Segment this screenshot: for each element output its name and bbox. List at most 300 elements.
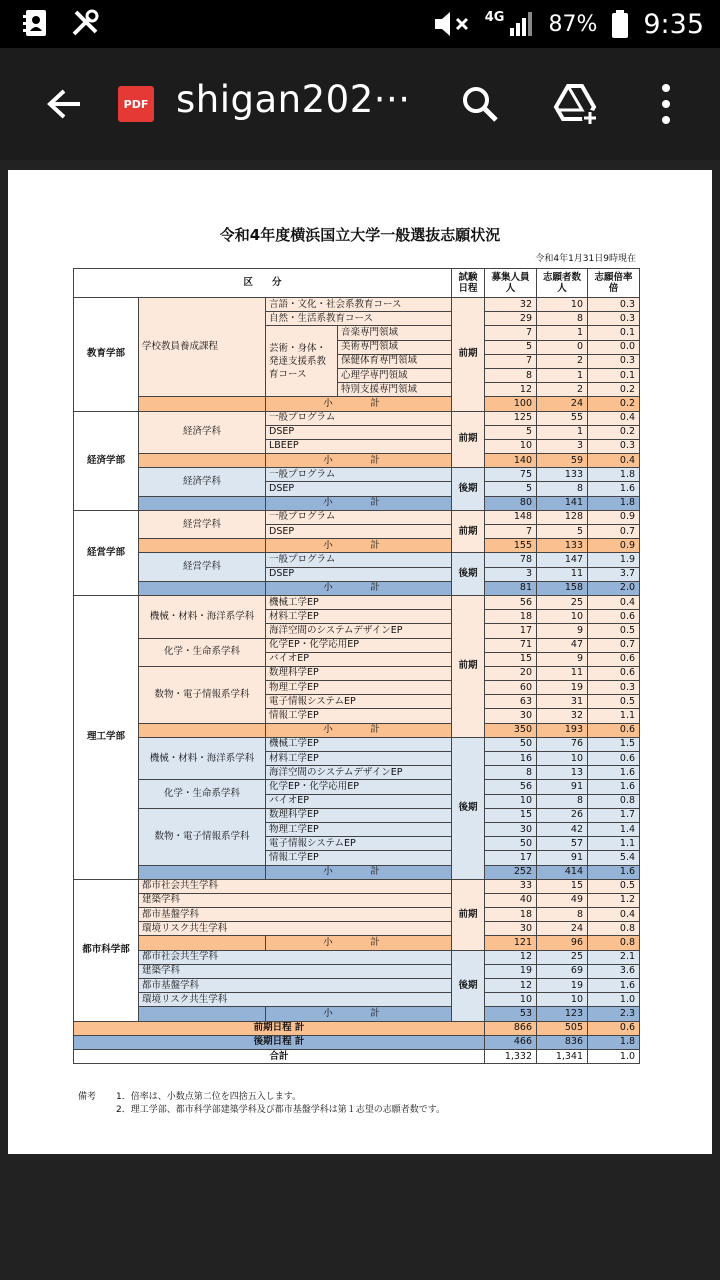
blank-cell <box>139 539 266 553</box>
subtotal-row <box>74 936 640 950</box>
header-kubun: 区 分 <box>74 269 452 298</box>
value-shigan: 3 <box>537 439 588 453</box>
value-bairitsu: 1.6 <box>588 780 640 794</box>
program-cell: DSEP <box>266 482 452 496</box>
faculty-cell: 都市科学部 <box>74 879 139 1021</box>
blank-cell <box>139 496 266 510</box>
clock: 9:35 <box>643 8 704 40</box>
program-cell: 都市基盤学科 <box>139 979 452 993</box>
value-shigan: 0 <box>537 340 588 354</box>
pdf-file-icon: PDF <box>118 86 154 122</box>
course-group-cell: 芸術・身体・発達支援系教育コース <box>266 326 338 397</box>
value-boshu: 50 <box>485 837 537 851</box>
value-bairitsu: 1.8 <box>588 468 640 482</box>
faculty-cell: 理工学部 <box>74 595 139 879</box>
program-cell: 環境リスク共生学科 <box>139 922 452 936</box>
value-bairitsu: 0.1 <box>588 368 640 382</box>
value-boshu: 20 <box>485 666 537 680</box>
value-shigan: 19 <box>537 681 588 695</box>
subtotal-label: 小 計 <box>266 581 452 595</box>
value-boshu: 15 <box>485 808 537 822</box>
subtotal-boshu: 100 <box>485 397 537 411</box>
value-boshu: 8 <box>485 766 537 780</box>
program-cell: 電子情報システムEP <box>266 695 452 709</box>
program-cell: 海洋空間のシステムデザインEP <box>266 766 452 780</box>
arrow-back-icon <box>46 88 82 120</box>
subtotal-bairitsu: 0.8 <box>588 936 640 950</box>
value-bairitsu: 0.2 <box>588 425 640 439</box>
value-bairitsu: 0.8 <box>588 922 640 936</box>
total-value: 466 <box>485 1035 537 1049</box>
value-boshu: 30 <box>485 922 537 936</box>
subtotal-boshu: 252 <box>485 865 537 879</box>
value-shigan: 26 <box>537 808 588 822</box>
value-bairitsu: 0.1 <box>588 326 640 340</box>
program-cell: 化学EP・化学応用EP <box>266 780 452 794</box>
value-bairitsu: 0.3 <box>588 439 640 453</box>
department-cell: 数物・電子情報系学科 <box>139 808 266 865</box>
subtotal-shigan: 59 <box>537 454 588 468</box>
value-shigan: 49 <box>537 893 588 907</box>
value-shigan: 91 <box>537 851 588 865</box>
value-boshu: 7 <box>485 525 537 539</box>
more-vert-icon <box>650 80 682 128</box>
program-cell: 環境リスク共生学科 <box>139 993 452 1007</box>
subtotal-bairitsu: 1.6 <box>588 865 640 879</box>
program-cell: 材料工学EP <box>266 752 452 766</box>
value-boshu: 8 <box>485 368 537 382</box>
program-cell: バイオEP <box>266 794 452 808</box>
program-cell: DSEP <box>266 425 452 439</box>
table-row <box>74 808 640 822</box>
value-boshu: 5 <box>485 482 537 496</box>
header-boshu: 募集人員人 <box>485 269 537 298</box>
value-boshu: 18 <box>485 610 537 624</box>
program-cell: バイオEP <box>266 652 452 666</box>
doc-heading: 令和4年度横浜国立大学一般選抜志願状況 <box>219 226 501 244</box>
subtotal-shigan: 158 <box>537 581 588 595</box>
value-bairitsu: 2.1 <box>588 950 640 964</box>
value-shigan: 55 <box>537 411 588 425</box>
value-boshu: 10 <box>485 794 537 808</box>
subtotal-bairitsu: 0.2 <box>588 397 640 411</box>
total-value: 836 <box>537 1035 588 1049</box>
subtotal-bairitsu: 0.6 <box>588 723 640 737</box>
value-shigan: 32 <box>537 709 588 723</box>
program-cell: 材料工学EP <box>266 610 452 624</box>
total-value: 1.8 <box>588 1035 640 1049</box>
table-row <box>74 950 640 964</box>
value-boshu: 16 <box>485 752 537 766</box>
value-bairitsu: 1.9 <box>588 553 640 567</box>
session-cell: 後期 <box>452 553 485 596</box>
subtotal-row <box>74 539 640 553</box>
value-boshu: 33 <box>485 879 537 893</box>
value-boshu: 12 <box>485 950 537 964</box>
table-row <box>74 979 640 993</box>
value-bairitsu: 0.5 <box>588 624 640 638</box>
program-cell: DSEP <box>266 567 452 581</box>
value-bairitsu: 0.7 <box>588 525 640 539</box>
value-bairitsu: 1.2 <box>588 893 640 907</box>
program-cell: 数理科学EP <box>266 808 452 822</box>
subtotal-row <box>74 496 640 510</box>
header-bairitsu: 志願倍率倍 <box>588 269 640 298</box>
subtotal-boshu: 53 <box>485 1007 537 1021</box>
department-cell: 機械・材料・海洋系学科 <box>139 595 266 638</box>
program-cell: 情報工学EP <box>266 851 452 865</box>
value-boshu: 30 <box>485 822 537 836</box>
total-label: 後期日程 計 <box>74 1035 485 1049</box>
value-bairitsu: 0.6 <box>588 652 640 666</box>
total-value: 866 <box>485 1021 537 1035</box>
value-shigan: 69 <box>537 964 588 978</box>
subtotal-boshu: 350 <box>485 723 537 737</box>
program-cell: 自然・生活系教育コース <box>266 312 452 326</box>
value-shigan: 8 <box>537 794 588 808</box>
session-cell: 前期 <box>452 879 485 950</box>
program-cell: 心理学専門領域 <box>338 368 452 382</box>
value-bairitsu: 0.3 <box>588 681 640 695</box>
subtotal-shigan: 141 <box>537 496 588 510</box>
program-cell: 美術専門領域 <box>338 340 452 354</box>
subtotal-bairitsu: 1.8 <box>588 496 640 510</box>
value-boshu: 12 <box>485 383 537 397</box>
subtotal-shigan: 414 <box>537 865 588 879</box>
value-shigan: 11 <box>537 666 588 680</box>
table-row <box>74 908 640 922</box>
subtotal-row <box>74 865 640 879</box>
table-row <box>74 468 640 482</box>
program-cell: DSEP <box>266 525 452 539</box>
subtotal-boshu: 140 <box>485 454 537 468</box>
table-row <box>74 964 640 978</box>
app-bar <box>0 48 720 160</box>
value-boshu: 50 <box>485 737 537 751</box>
value-boshu: 60 <box>485 681 537 695</box>
value-bairitsu: 0.3 <box>588 354 640 368</box>
total-row-kouki <box>74 1035 640 1049</box>
doc-date: 令和4年1月31日9時現在 <box>535 254 636 264</box>
value-bairitsu: 0.4 <box>588 595 640 609</box>
subtotal-boshu: 80 <box>485 496 537 510</box>
note-2: 2．理工学部、都市科学部建築学科及び都市基盤学科は第１志望の志願者数です。 <box>116 1105 446 1115</box>
subtotal-shigan: 123 <box>537 1007 588 1021</box>
value-shigan: 2 <box>537 354 588 368</box>
value-shigan: 128 <box>537 510 588 524</box>
subtotal-boshu: 81 <box>485 581 537 595</box>
table-row <box>74 893 640 907</box>
subtotal-boshu: 121 <box>485 936 537 950</box>
value-boshu: 56 <box>485 780 537 794</box>
value-boshu: 7 <box>485 326 537 340</box>
department-cell: 機械・材料・海洋系学科 <box>139 737 266 780</box>
application-table <box>73 268 640 1064</box>
table-row <box>74 595 640 609</box>
value-shigan: 13 <box>537 766 588 780</box>
subtotal-row <box>74 454 640 468</box>
value-shigan: 19 <box>537 979 588 993</box>
value-shigan: 31 <box>537 695 588 709</box>
value-shigan: 10 <box>537 752 588 766</box>
total-label: 合計 <box>74 1049 485 1063</box>
table-row <box>74 780 640 794</box>
total-row-zenki <box>74 1021 640 1035</box>
value-boshu: 63 <box>485 695 537 709</box>
subtotal-shigan: 96 <box>537 936 588 950</box>
session-cell: 前期 <box>452 411 485 468</box>
table-row <box>74 666 640 680</box>
program-cell: 都市基盤学科 <box>139 908 452 922</box>
subtotal-shigan: 133 <box>537 539 588 553</box>
search-button[interactable] <box>456 80 504 128</box>
total-value: 1,341 <box>537 1049 588 1063</box>
subtotal-shigan: 24 <box>537 397 588 411</box>
value-boshu: 5 <box>485 425 537 439</box>
add-to-drive-button[interactable] <box>552 80 600 128</box>
program-cell: 一般プログラム <box>266 468 452 482</box>
tools-icon <box>70 8 100 38</box>
table-row <box>74 922 640 936</box>
value-boshu: 56 <box>485 595 537 609</box>
session-cell: 後期 <box>452 950 485 1021</box>
value-shigan: 57 <box>537 837 588 851</box>
blank-cell <box>139 454 266 468</box>
search-icon <box>456 80 504 128</box>
program-cell: 機械工学EP <box>266 737 452 751</box>
value-boshu: 17 <box>485 624 537 638</box>
value-boshu: 17 <box>485 851 537 865</box>
value-boshu: 10 <box>485 439 537 453</box>
value-bairitsu: 0.7 <box>588 638 640 652</box>
value-boshu: 15 <box>485 652 537 666</box>
value-bairitsu: 0.8 <box>588 794 640 808</box>
faculty-cell: 教育学部 <box>74 298 139 412</box>
value-bairitsu: 1.4 <box>588 822 640 836</box>
value-bairitsu: 1.5 <box>588 737 640 751</box>
session-cell: 前期 <box>452 510 485 553</box>
value-bairitsu: 0.6 <box>588 666 640 680</box>
value-shigan: 133 <box>537 468 588 482</box>
table-row <box>74 638 640 652</box>
subtotal-row <box>74 723 640 737</box>
value-bairitsu: 0.0 <box>588 340 640 354</box>
value-bairitsu: 1.1 <box>588 837 640 851</box>
session-cell: 後期 <box>452 468 485 511</box>
value-shigan: 1 <box>537 368 588 382</box>
subtotal-row <box>74 581 640 595</box>
total-label: 前期日程 計 <box>74 1021 485 1035</box>
program-cell: 機械工学EP <box>266 595 452 609</box>
value-shigan: 25 <box>537 950 588 964</box>
program-cell: 音楽専門領域 <box>338 326 452 340</box>
total-value: 1.0 <box>588 1049 640 1063</box>
value-boshu: 12 <box>485 979 537 993</box>
subtotal-bairitsu: 0.4 <box>588 454 640 468</box>
subtotal-row <box>74 397 640 411</box>
blank-cell <box>139 397 266 411</box>
program-cell: 都市社会共生学科 <box>139 950 452 964</box>
program-cell: 電子情報システムEP <box>266 837 452 851</box>
value-bairitsu: 0.6 <box>588 752 640 766</box>
department-cell: 経営学科 <box>139 553 266 581</box>
value-shigan: 91 <box>537 780 588 794</box>
signal-icon <box>508 10 534 38</box>
value-boshu: 40 <box>485 893 537 907</box>
table-row <box>74 737 640 751</box>
value-shigan: 5 <box>537 525 588 539</box>
table-row <box>74 993 640 1007</box>
value-boshu: 29 <box>485 312 537 326</box>
program-cell: 化学EP・化学応用EP <box>266 638 452 652</box>
document-title: shigan202··· <box>176 78 411 121</box>
value-bairitsu: 1.6 <box>588 766 640 780</box>
subtotal-row <box>74 1007 640 1021</box>
value-bairitsu: 3.6 <box>588 964 640 978</box>
value-bairitsu: 0.2 <box>588 383 640 397</box>
total-row-all <box>74 1049 640 1063</box>
subtotal-label: 小 計 <box>266 936 452 950</box>
header-shigan: 志願者数人 <box>537 269 588 298</box>
value-bairitsu: 0.9 <box>588 510 640 524</box>
program-cell: 海洋空間のシステムデザインEP <box>266 624 452 638</box>
blank-cell <box>139 865 266 879</box>
value-bairitsu: 3.7 <box>588 567 640 581</box>
value-shigan: 11 <box>537 567 588 581</box>
network-label: 4G <box>484 9 505 25</box>
blank-cell <box>139 581 266 595</box>
value-shigan: 8 <box>537 908 588 922</box>
value-boshu: 148 <box>485 510 537 524</box>
value-boshu: 78 <box>485 553 537 567</box>
value-shigan: 10 <box>537 993 588 1007</box>
value-bairitsu: 0.3 <box>588 298 640 312</box>
value-shigan: 1 <box>537 326 588 340</box>
program-cell: 建築学科 <box>139 964 452 978</box>
subtotal-label: 小 計 <box>266 496 452 510</box>
mute-icon <box>433 10 471 38</box>
header-session: 試験日程 <box>452 269 485 298</box>
drive-add-icon <box>552 80 600 128</box>
value-bairitsu: 1.1 <box>588 709 640 723</box>
subtotal-bairitsu: 2.0 <box>588 581 640 595</box>
value-boshu: 75 <box>485 468 537 482</box>
note-1: 1．倍率は、小数点第二位を四捨五入します。 <box>116 1092 302 1102</box>
program-cell: 保健体育専門領域 <box>338 354 452 368</box>
value-boshu: 30 <box>485 709 537 723</box>
program-cell: 一般プログラム <box>266 411 452 425</box>
table-row <box>74 879 640 893</box>
notes <box>78 1091 445 1117</box>
value-bairitsu: 0.3 <box>588 312 640 326</box>
subtotal-label: 小 計 <box>266 723 452 737</box>
subtotal-label: 小 計 <box>266 865 452 879</box>
contacts-icon <box>22 8 48 38</box>
value-shigan: 9 <box>537 652 588 666</box>
subtotal-shigan: 193 <box>537 723 588 737</box>
value-bairitsu: 1.6 <box>588 482 640 496</box>
value-bairitsu: 0.6 <box>588 610 640 624</box>
table-row <box>74 298 640 312</box>
value-boshu: 125 <box>485 411 537 425</box>
program-cell: 数理科学EP <box>266 666 452 680</box>
status-bar <box>0 0 720 48</box>
blank-cell <box>139 723 266 737</box>
value-bairitsu: 0.4 <box>588 908 640 922</box>
department-cell: 経済学科 <box>139 411 266 454</box>
department-cell: 化学・生命系学科 <box>139 780 266 808</box>
battery-icon <box>611 9 629 39</box>
value-bairitsu: 1.0 <box>588 993 640 1007</box>
value-shigan: 9 <box>537 624 588 638</box>
department-cell: 学校教員養成課程 <box>139 298 266 397</box>
department-cell: 経済学科 <box>139 468 266 496</box>
value-shigan: 10 <box>537 298 588 312</box>
value-bairitsu: 0.5 <box>588 695 640 709</box>
program-cell: 都市社会共生学科 <box>139 879 452 893</box>
notes-label: 備考 <box>78 1092 97 1102</box>
value-bairitsu: 0.4 <box>588 411 640 425</box>
program-cell: 建築学科 <box>139 893 452 907</box>
program-cell: 情報工学EP <box>266 709 452 723</box>
session-cell: 後期 <box>452 737 485 879</box>
total-value: 1,332 <box>485 1049 537 1063</box>
program-cell: 特別支援専門領域 <box>338 383 452 397</box>
value-shigan: 1 <box>537 425 588 439</box>
department-cell: 数物・電子情報系学科 <box>139 666 266 723</box>
faculty-cell: 経営学部 <box>74 510 139 595</box>
back-button[interactable] <box>40 82 88 126</box>
value-boshu: 5 <box>485 340 537 354</box>
subtotal-label: 小 計 <box>266 454 452 468</box>
value-boshu: 19 <box>485 964 537 978</box>
value-shigan: 147 <box>537 553 588 567</box>
value-shigan: 76 <box>537 737 588 751</box>
value-boshu: 10 <box>485 993 537 1007</box>
value-boshu: 3 <box>485 567 537 581</box>
blank-cell <box>139 936 266 950</box>
value-bairitsu: 0.5 <box>588 879 640 893</box>
session-cell: 前期 <box>452 298 485 412</box>
department-cell: 経営学科 <box>139 510 266 538</box>
value-shigan: 47 <box>537 638 588 652</box>
value-bairitsu: 1.6 <box>588 979 640 993</box>
value-shigan: 8 <box>537 312 588 326</box>
value-bairitsu: 1.7 <box>588 808 640 822</box>
program-cell: 一般プログラム <box>266 553 452 567</box>
value-boshu: 7 <box>485 354 537 368</box>
subtotal-label: 小 計 <box>266 1007 452 1021</box>
value-boshu: 32 <box>485 298 537 312</box>
subtotal-label: 小 計 <box>266 539 452 553</box>
table-row <box>74 510 640 524</box>
pdf-page <box>8 170 712 1154</box>
subtotal-bairitsu: 0.9 <box>588 539 640 553</box>
department-cell: 化学・生命系学科 <box>139 638 266 666</box>
blank-cell <box>139 1007 266 1021</box>
battery-percent: 87% <box>548 11 598 37</box>
more-options-button[interactable] <box>650 80 682 128</box>
value-shigan: 24 <box>537 922 588 936</box>
value-boshu: 71 <box>485 638 537 652</box>
table-row <box>74 553 640 567</box>
subtotal-label: 小 計 <box>266 397 452 411</box>
value-shigan: 15 <box>537 879 588 893</box>
program-cell: 物理工学EP <box>266 822 452 836</box>
session-cell: 前期 <box>452 595 485 737</box>
total-value: 0.6 <box>588 1021 640 1035</box>
table-row <box>74 411 640 425</box>
